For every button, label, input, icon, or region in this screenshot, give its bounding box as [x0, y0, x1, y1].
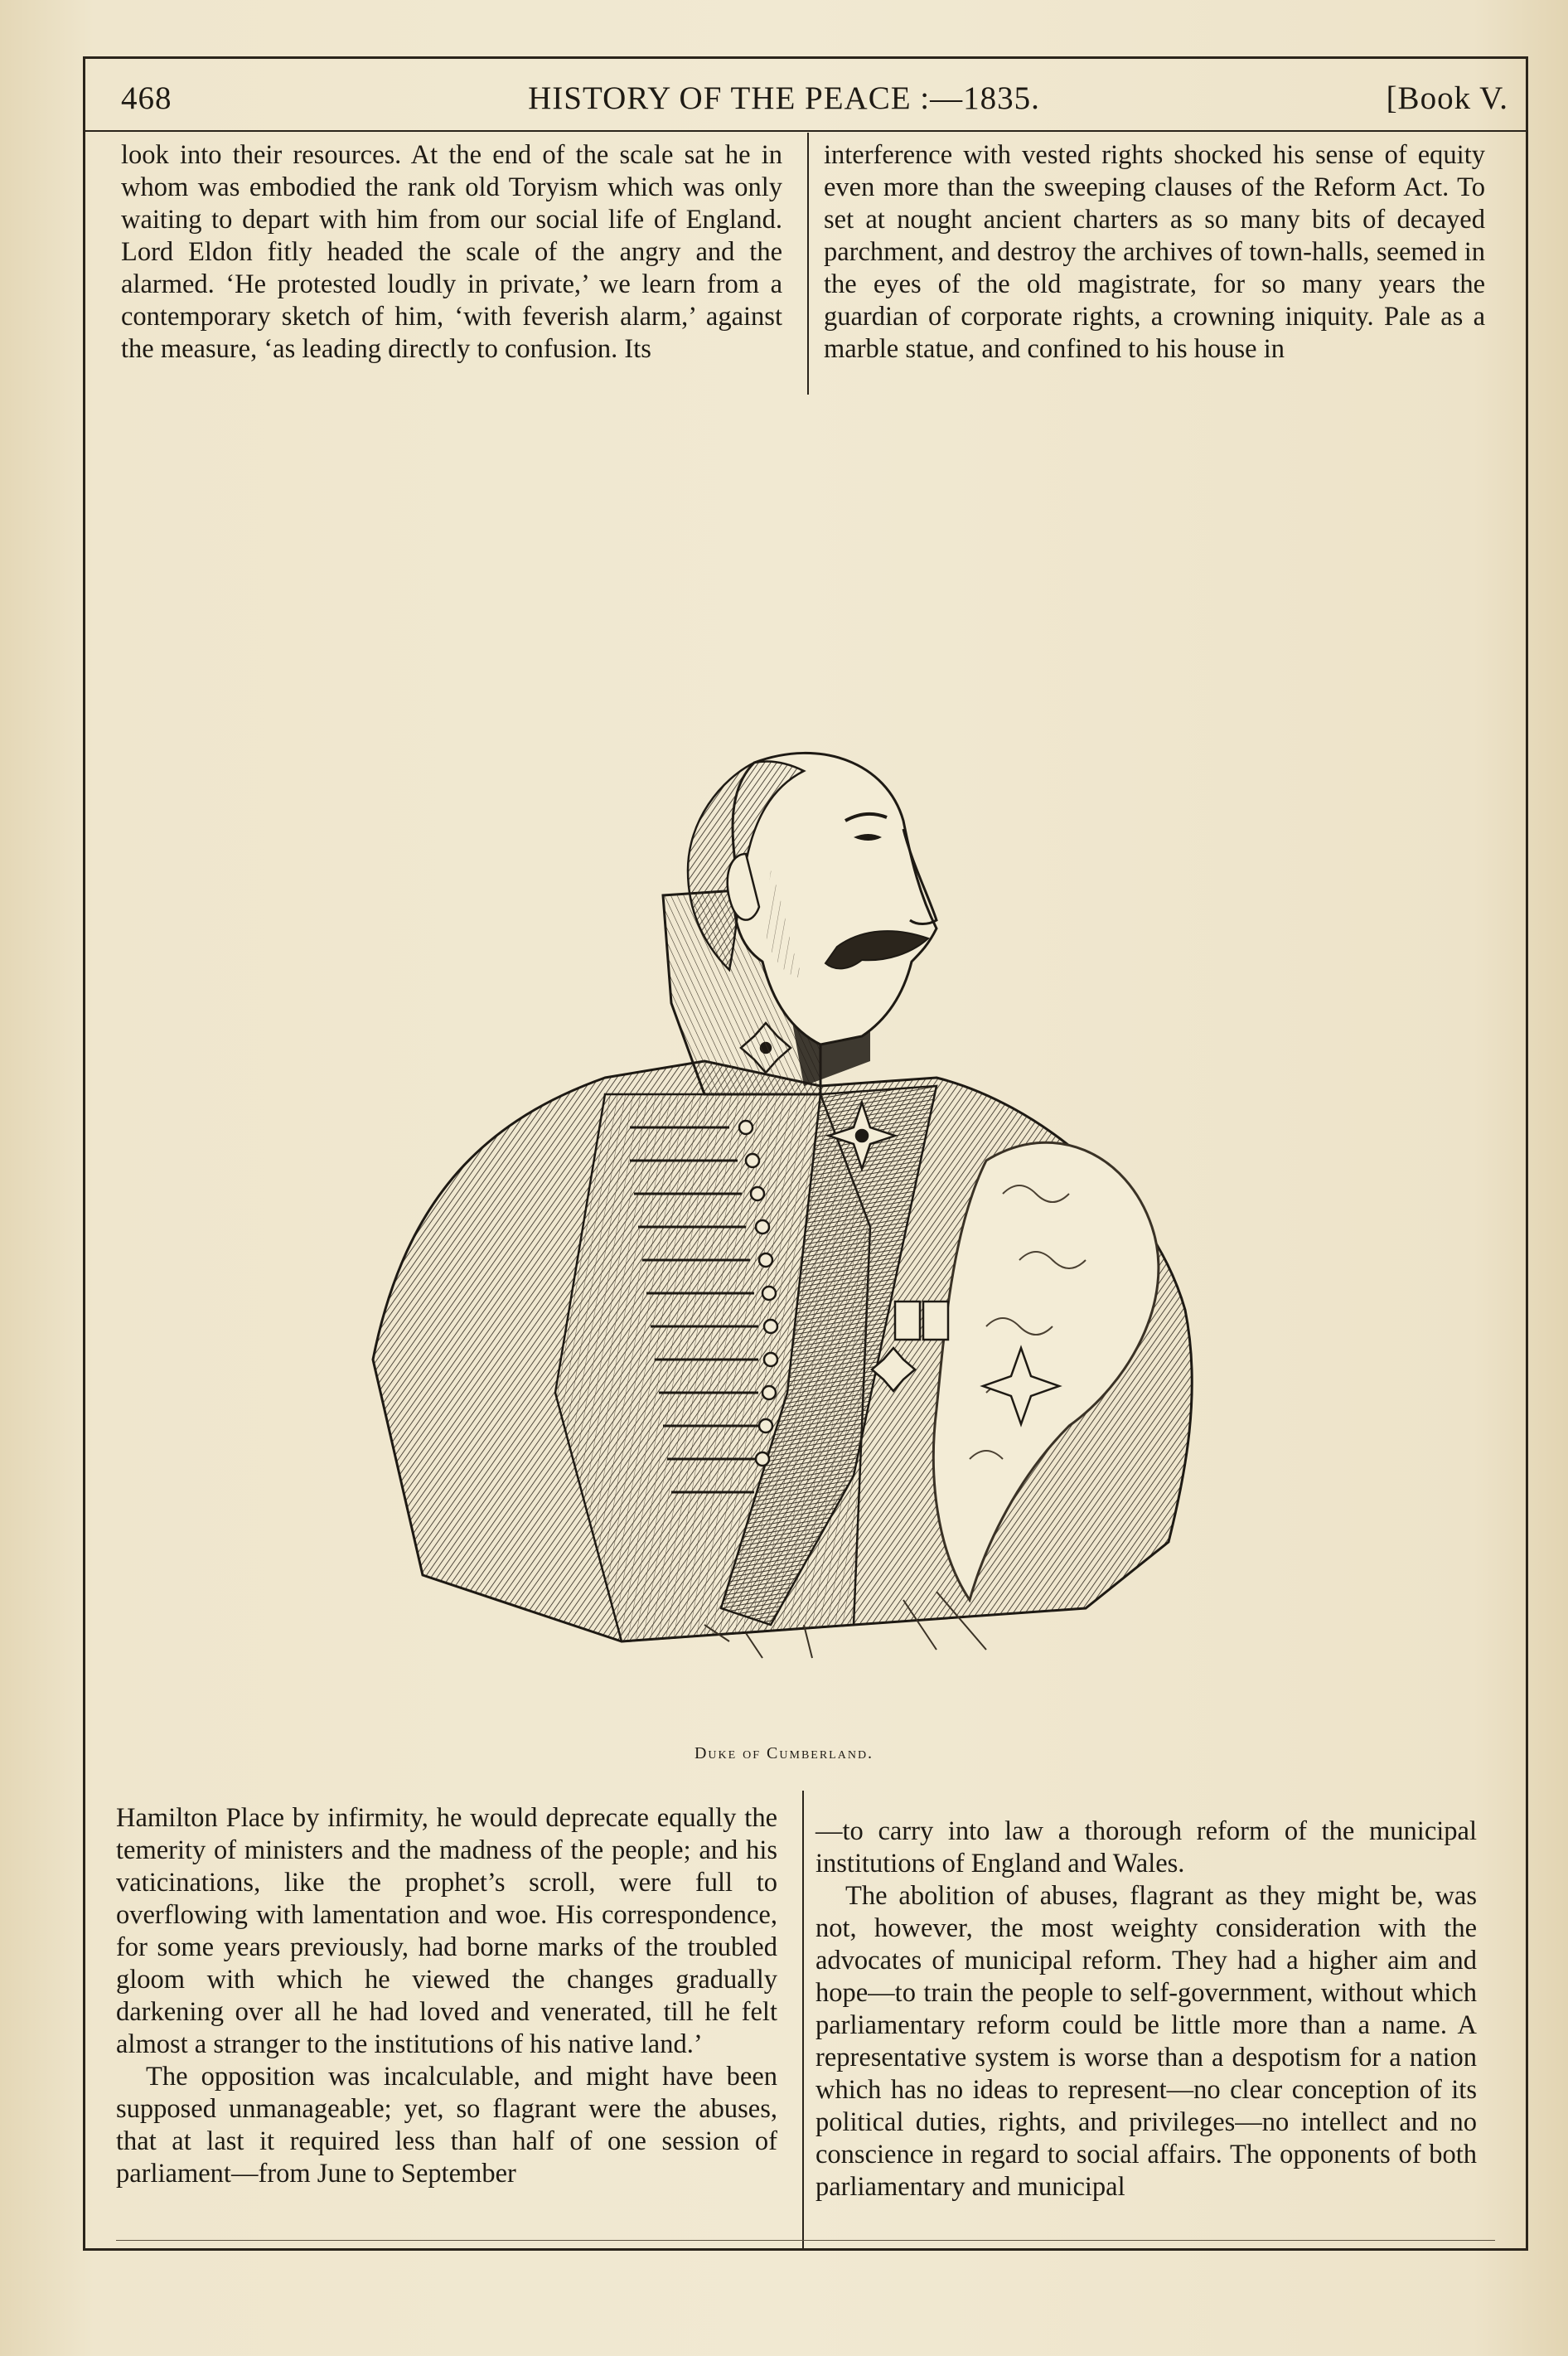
bottom-right-column — [815, 1815, 1477, 2203]
portrait-engraving — [356, 730, 1285, 1691]
page-number: 468 — [121, 80, 172, 116]
frame-right-rule — [1526, 56, 1528, 2251]
paragraph: The opposition was incalculable, and might have been supposed unmanageable; yet, so flagrant were the abuses, that at last it required less than half of one session of parliament—from June to September — [116, 2062, 777, 2189]
top-right-column — [824, 139, 1485, 366]
paragraph: interference with vested rights shocked his sense of equity even more than the sweeping clauses of the Reform Act. To set at nought ancient charters as so many bits of decayed parchment, and destroy the archives of town-halls, seemed in the eyes of the old magistrate, for so many years the guardian of corporate rights, a crowning iniquity. Pale as a marble statue, and confined to his house in — [824, 140, 1485, 364]
book-label: [Book V. — [1386, 80, 1508, 116]
bottom-left-column — [116, 1802, 777, 2190]
frame-left-rule — [83, 56, 85, 2251]
running-title: HISTORY OF THE PEACE :—1835. — [528, 80, 1040, 116]
inner-bottom-rule — [116, 2240, 1495, 2241]
top-left-column — [121, 139, 782, 366]
paragraph: The abolition of abuses, flagrant as they might be, was not, however, the most weighty consideration with the advocates of municipal reform. They had a higher aim and hope—to train the people to self-government, without which parliamentary reform could be little more than a name. A representative system is worse than a despotism for a nation which has no ideas to represent—no clear conception of its political duties, rights, and privileges—no intellect and no conscience in regard to social affairs. The opponents of both parliamentary and municipal — [815, 1881, 1477, 2202]
paragraph: —to carry into law a thorough reform of the municipal institutions of England and Wales. — [815, 1816, 1477, 1878]
header-rule — [83, 130, 1528, 132]
illustration-caption: Duke of Cumberland. — [694, 1744, 874, 1762]
frame-top-rule — [83, 56, 1528, 59]
column-divider-bottom — [802, 1791, 804, 2248]
paragraph: look into their resources. At the end of the scale sat he in whom was embodied the rank old Toryism which was only waiting to depart with him from our social life of England. Lord Eldon fitly headed the scale of the angry and the alarmed. ‘He protested loudly in private,’ we learn from a contemporary sketch of him, ‘with feverish alarm,’ against the measure, ‘as leading directly to confusion. Its — [121, 140, 782, 364]
paragraph: Hamilton Place by infirmity, he would deprecate equally the temerity of ministers and the madness of the people; and his vaticinations, like the prophet’s scroll, were full to overflowing with lamentation and woe. His correspondence, for some years previously, had borne marks of the troubled gloom with which he viewed the changes gradually darkening over all he had loved and venerated, till he felt almost a stranger to the institutions of his native land.’ — [116, 1803, 777, 2059]
column-divider-top — [807, 133, 809, 395]
portrait-illustration — [356, 730, 1285, 1691]
frame-bottom-rule — [83, 2248, 1528, 2251]
